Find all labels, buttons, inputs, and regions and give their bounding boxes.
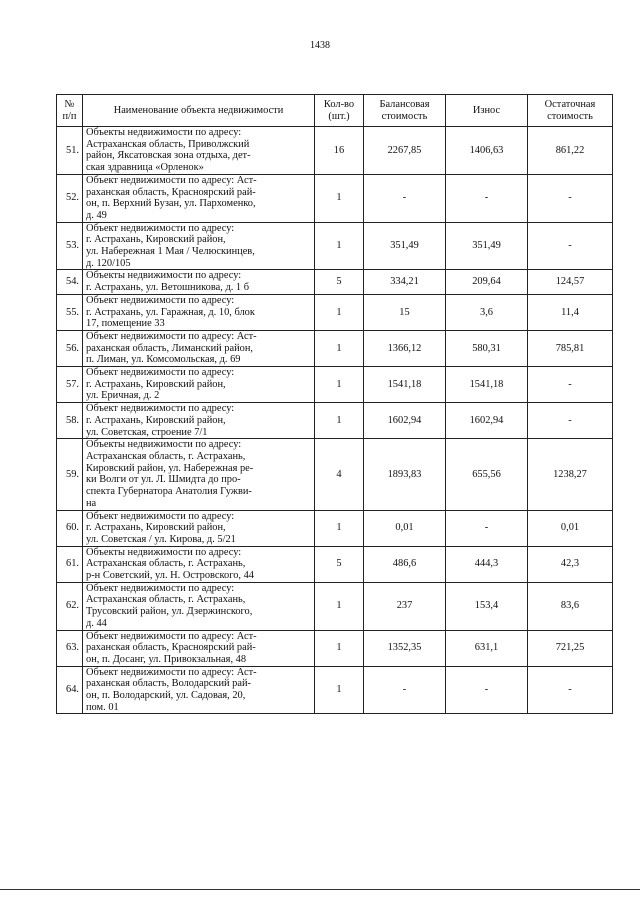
header-qty: Кол-во (шт.) bbox=[315, 95, 364, 127]
table-row bbox=[57, 330, 613, 366]
table-row bbox=[57, 630, 613, 666]
table-row bbox=[57, 546, 613, 582]
residual-value-cell: 11,4 bbox=[528, 294, 613, 330]
object-name-line: Объекты недвижимости по адресу: bbox=[86, 439, 242, 451]
object-name-line: Объект недвижимости по адресу: bbox=[86, 367, 235, 379]
balance-value-cell: 2267,85 bbox=[364, 127, 446, 175]
table-row bbox=[57, 439, 613, 510]
wear-cell: - bbox=[446, 174, 528, 222]
row-number: 52. bbox=[57, 174, 83, 222]
wear-cell: 1406,63 bbox=[446, 127, 528, 175]
object-name-line: Объекты недвижимости по адресу: bbox=[86, 546, 242, 558]
table-header-row bbox=[57, 95, 613, 127]
table-row bbox=[57, 666, 613, 714]
wear-cell: 655,56 bbox=[446, 439, 528, 510]
object-name bbox=[83, 174, 315, 222]
object-name-line: ул. Советская, строение 7/1 bbox=[86, 426, 208, 438]
residual-value-cell: 42,3 bbox=[528, 546, 613, 582]
table-row bbox=[57, 127, 613, 175]
object-name bbox=[83, 403, 315, 439]
object-name-line: Объект недвижимости по адресу: bbox=[86, 582, 235, 594]
object-name-line: Объект недвижимости по адресу: bbox=[86, 403, 235, 415]
balance-value-cell: 1541,18 bbox=[364, 367, 446, 403]
object-name-line: д. 120/105 bbox=[86, 257, 131, 269]
wear-cell: - bbox=[446, 666, 528, 714]
header-balance: Балансовая стоимость bbox=[364, 95, 446, 127]
row-number: 57. bbox=[57, 367, 83, 403]
residual-value-cell: - bbox=[528, 403, 613, 439]
residual-value-cell: - bbox=[528, 367, 613, 403]
page-number: 1438 bbox=[310, 40, 330, 51]
object-name-line: г. Астрахань, Кировский район, bbox=[86, 414, 226, 426]
header-wear: Износ bbox=[446, 95, 528, 127]
table-row bbox=[57, 582, 613, 630]
wear-cell: 444,3 bbox=[446, 546, 528, 582]
object-name-line: ул. Советская / ул. Кирова, д. 5/21 bbox=[86, 533, 236, 545]
balance-value-cell: 1352,35 bbox=[364, 630, 446, 666]
object-name bbox=[83, 294, 315, 330]
row-number: 60. bbox=[57, 510, 83, 546]
bottom-divider bbox=[0, 889, 640, 890]
object-name-line: ская здравница «Орленок» bbox=[86, 162, 204, 174]
object-name-line: Объект недвижимости по адресу: Аст- bbox=[86, 330, 257, 342]
table-row bbox=[57, 510, 613, 546]
object-name-line: Астраханская область, Приволжский bbox=[86, 138, 250, 150]
quantity-cell: 1 bbox=[315, 666, 364, 714]
quantity-cell: 1 bbox=[315, 294, 364, 330]
object-name-line: ул. Набережная 1 Мая / Челюскинцев, bbox=[86, 246, 255, 258]
object-name-line: Объект недвижимости по адресу: bbox=[86, 510, 235, 522]
object-name-line: ул. Еричная, д. 2 bbox=[86, 390, 160, 402]
quantity-cell: 1 bbox=[315, 330, 364, 366]
object-name-line: на bbox=[86, 497, 97, 509]
object-name-line: Астраханская область, г. Астрахань, bbox=[86, 558, 246, 570]
object-name-line: г. Астрахань, ул. Гаражная, д. 10, блок bbox=[86, 306, 255, 318]
object-name bbox=[83, 367, 315, 403]
balance-value-cell: 1366,12 bbox=[364, 330, 446, 366]
object-name-line: 17, помещение 33 bbox=[86, 318, 165, 330]
balance-value-cell: 334,21 bbox=[364, 270, 446, 294]
balance-value-cell: 351,49 bbox=[364, 222, 446, 270]
row-number: 62. bbox=[57, 582, 83, 630]
header-name: Наименование объекта недвижимости bbox=[83, 95, 315, 127]
residual-value-cell: 1238,27 bbox=[528, 439, 613, 510]
object-name-line: г. Астрахань, Кировский район, bbox=[86, 378, 226, 390]
quantity-cell: 5 bbox=[315, 546, 364, 582]
object-name-line: Астраханская область, г. Астрахань, bbox=[86, 594, 246, 606]
row-number: 51. bbox=[57, 127, 83, 175]
balance-value-cell: 237 bbox=[364, 582, 446, 630]
row-number: 55. bbox=[57, 294, 83, 330]
object-name-line: раханская область, Лиманский район, bbox=[86, 342, 254, 354]
header-num: № п/п bbox=[57, 95, 83, 127]
residual-value-cell: 785,81 bbox=[528, 330, 613, 366]
object-name-line: р-н Советский, ул. Н. Островского, 44 bbox=[86, 570, 254, 582]
object-name-line: пом. 01 bbox=[86, 701, 119, 713]
balance-value-cell: 0,01 bbox=[364, 510, 446, 546]
quantity-cell: 4 bbox=[315, 439, 364, 510]
wear-cell: 153,4 bbox=[446, 582, 528, 630]
residual-value-cell: - bbox=[528, 174, 613, 222]
row-number: 54. bbox=[57, 270, 83, 294]
object-name bbox=[83, 546, 315, 582]
wear-cell: 1602,94 bbox=[446, 403, 528, 439]
object-name-line: Объекты недвижимости по адресу: bbox=[86, 270, 242, 282]
quantity-cell: 16 bbox=[315, 127, 364, 175]
row-number: 56. bbox=[57, 330, 83, 366]
object-name bbox=[83, 510, 315, 546]
object-name-line: п. Лиман, ул. Комсомольская, д. 69 bbox=[86, 354, 241, 366]
object-name-line: Объект недвижимости по адресу: Аст- bbox=[86, 174, 257, 186]
object-name-line: Объект недвижимости по адресу: bbox=[86, 222, 235, 234]
object-name-line: г. Астрахань, ул. Ветошникова, д. 1 б bbox=[86, 282, 250, 294]
object-name-line: он, п. Володарский, ул. Садовая, 20, bbox=[86, 690, 246, 702]
wear-cell: 209,64 bbox=[446, 270, 528, 294]
object-name-line: раханская область, Красноярский рай- bbox=[86, 186, 256, 198]
quantity-cell: 1 bbox=[315, 367, 364, 403]
object-name-line: Астраханская область, г. Астрахань, bbox=[86, 450, 246, 462]
row-number: 61. bbox=[57, 546, 83, 582]
wear-cell: 351,49 bbox=[446, 222, 528, 270]
residual-value-cell: 0,01 bbox=[528, 510, 613, 546]
quantity-cell: 1 bbox=[315, 403, 364, 439]
object-name-line: Объект недвижимости по адресу: Аст- bbox=[86, 666, 257, 678]
row-number: 58. bbox=[57, 403, 83, 439]
balance-value-cell: - bbox=[364, 174, 446, 222]
object-name-line: г. Астрахань, Кировский район, bbox=[86, 522, 226, 534]
object-name bbox=[83, 439, 315, 510]
object-name-line: он, п. Верхний Бузан, ул. Пархоменко, bbox=[86, 198, 256, 210]
object-name bbox=[83, 222, 315, 270]
row-number: 63. bbox=[57, 630, 83, 666]
object-name bbox=[83, 666, 315, 714]
row-number: 64. bbox=[57, 666, 83, 714]
table-row bbox=[57, 174, 613, 222]
residual-value-cell: 124,57 bbox=[528, 270, 613, 294]
object-name bbox=[83, 270, 315, 294]
table-row bbox=[57, 367, 613, 403]
object-name-line: раханская область, Володарский рай- bbox=[86, 678, 252, 690]
property-table bbox=[56, 94, 613, 714]
object-name-line: он, п. Досанг, ул. Привокзальная, 48 bbox=[86, 653, 247, 665]
wear-cell: 631,1 bbox=[446, 630, 528, 666]
residual-value-cell: - bbox=[528, 222, 613, 270]
object-name bbox=[83, 630, 315, 666]
row-number: 59. bbox=[57, 439, 83, 510]
quantity-cell: 1 bbox=[315, 174, 364, 222]
table-row bbox=[57, 294, 613, 330]
residual-value-cell: 83,6 bbox=[528, 582, 613, 630]
object-name-line: спекта Губернатора Анатолия Гужви- bbox=[86, 486, 252, 498]
residual-value-cell: 861,22 bbox=[528, 127, 613, 175]
object-name bbox=[83, 330, 315, 366]
object-name-line: Трусовский район, ул. Дзержинского, bbox=[86, 606, 253, 618]
wear-cell: 1541,18 bbox=[446, 367, 528, 403]
object-name-line: г. Астрахань, Кировский район, bbox=[86, 234, 226, 246]
balance-value-cell: - bbox=[364, 666, 446, 714]
header-residual: Остаточная стоимость bbox=[528, 95, 613, 127]
table-row bbox=[57, 403, 613, 439]
object-name-line: Кировский район, ул. Набережная ре- bbox=[86, 462, 254, 474]
object-name-line: ки Волги от ул. Л. Шмидта до про- bbox=[86, 474, 241, 486]
row-number: 53. bbox=[57, 222, 83, 270]
wear-cell: 3,6 bbox=[446, 294, 528, 330]
wear-cell: 580,31 bbox=[446, 330, 528, 366]
object-name bbox=[83, 582, 315, 630]
quantity-cell: 5 bbox=[315, 270, 364, 294]
balance-value-cell: 486,6 bbox=[364, 546, 446, 582]
object-name-line: район, Яксатовская зона отдыха, дет- bbox=[86, 150, 251, 162]
table-row bbox=[57, 270, 613, 294]
quantity-cell: 1 bbox=[315, 630, 364, 666]
object-name-line: раханская область, Красноярский рай- bbox=[86, 642, 256, 654]
object-name-line: Объект недвижимости по адресу: Аст- bbox=[86, 630, 257, 642]
table-row bbox=[57, 222, 613, 270]
object-name bbox=[83, 127, 315, 175]
object-name-line: д. 44 bbox=[86, 617, 107, 629]
balance-value-cell: 1893,83 bbox=[364, 439, 446, 510]
residual-value-cell: 721,25 bbox=[528, 630, 613, 666]
object-name-line: Объекты недвижимости по адресу: bbox=[86, 127, 242, 138]
quantity-cell: 1 bbox=[315, 222, 364, 270]
quantity-cell: 1 bbox=[315, 582, 364, 630]
balance-value-cell: 1602,94 bbox=[364, 403, 446, 439]
wear-cell: - bbox=[446, 510, 528, 546]
quantity-cell: 1 bbox=[315, 510, 364, 546]
balance-value-cell: 15 bbox=[364, 294, 446, 330]
object-name-line: д. 49 bbox=[86, 209, 107, 221]
residual-value-cell: - bbox=[528, 666, 613, 714]
object-name-line: Объект недвижимости по адресу: bbox=[86, 294, 235, 306]
